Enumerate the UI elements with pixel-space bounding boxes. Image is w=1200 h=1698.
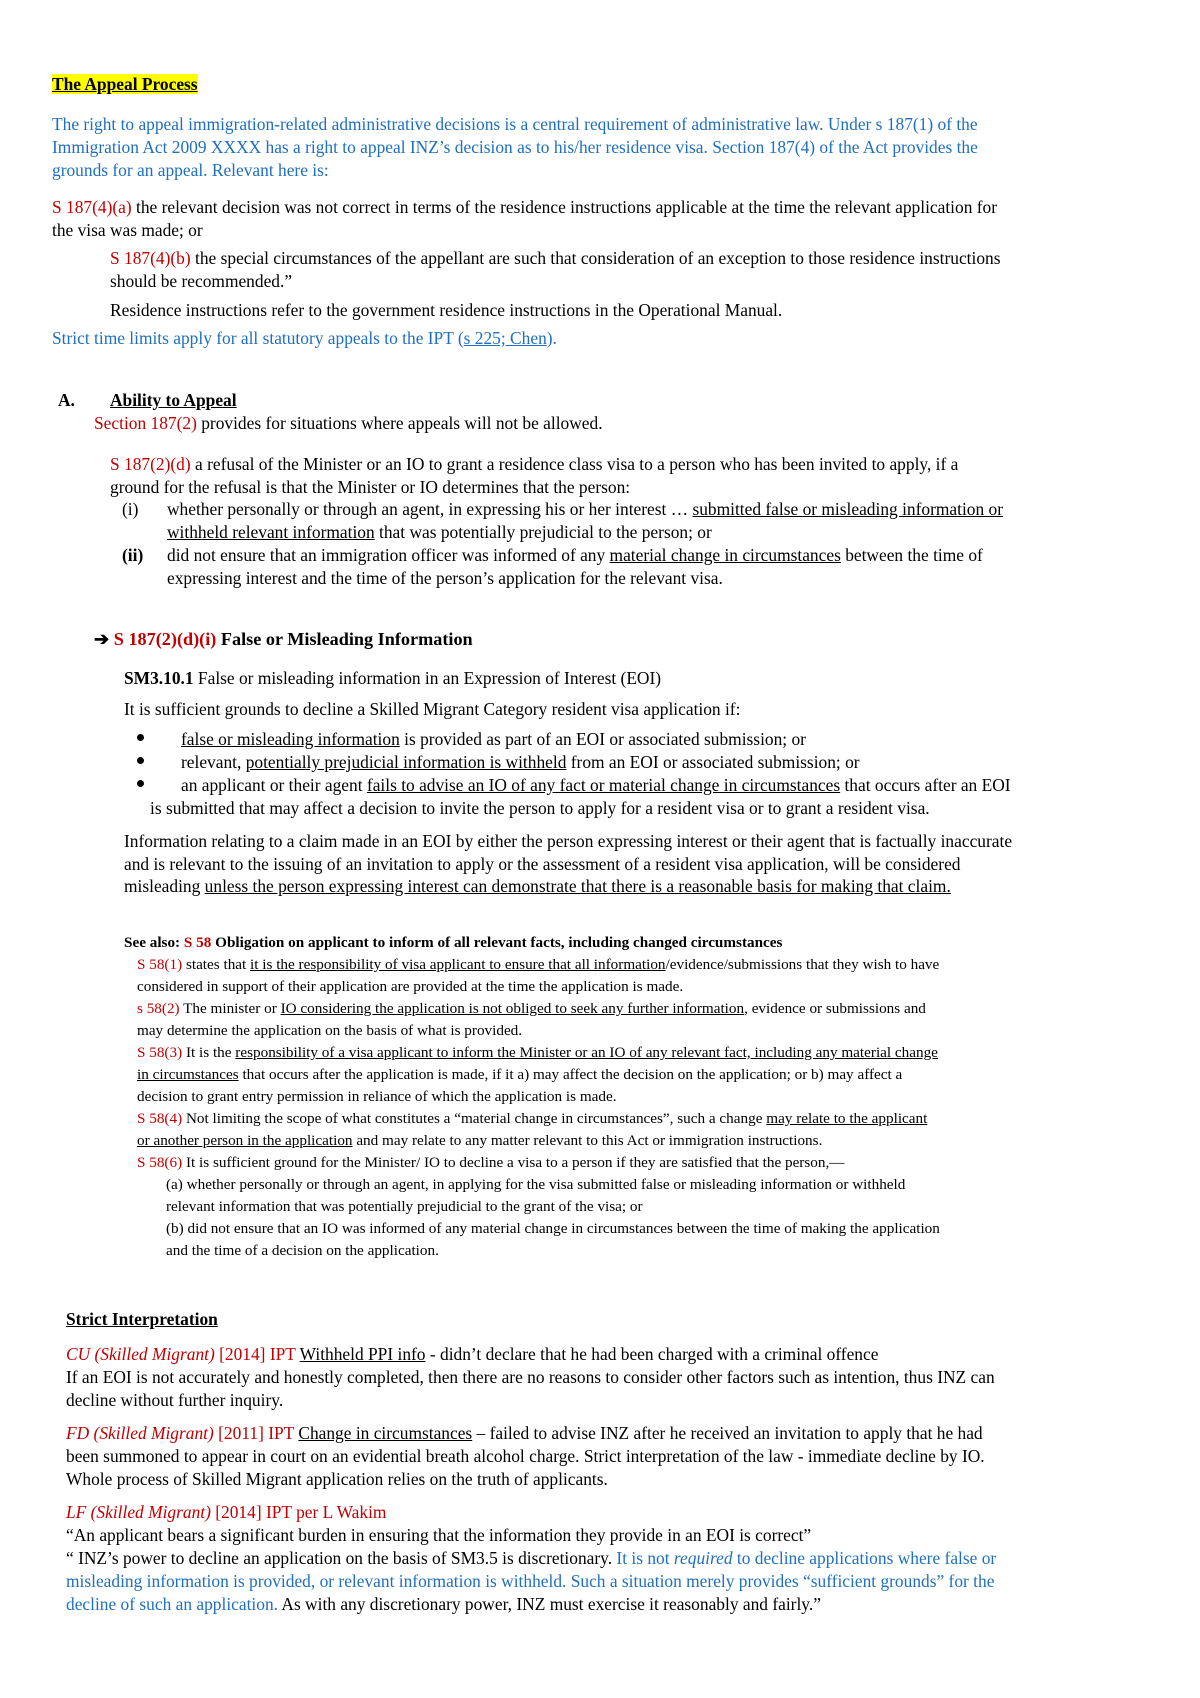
s187-2: Section 187(2) provides for situations where appeals will not be allowed. <box>94 413 603 433</box>
page-title: The Appeal Process <box>52 74 198 94</box>
s58-4: S 58(4) Not limiting the scope of what constitutes a “material change in circumstances”, such a change may relate to the applicant <box>137 1110 928 1127</box>
misleading-para-1: Information relating to a claim made in an EOI by either the person expressing interest or their agent that is factually inaccurate <box>124 831 1013 851</box>
item-ii: did not ensure that an immigration officer was informed of any material change in circumstances between the time of <box>167 545 983 565</box>
bullet-item-3: an applicant or their agent fails to advise an IO of any fact or material change in circumstances that occurs after an EOI <box>181 775 1011 795</box>
s187-4b-cont: should be recommended.” <box>110 271 293 291</box>
case-lf-quote-4: decline of such an application. As with any discretionary power, INZ must exercise it reasonably and fairly.” <box>66 1594 821 1614</box>
s58-6-a-cont: relevant information that was potentially prejudicial to the grant of the visa; or <box>166 1198 643 1215</box>
strict-heading: Strict Interpretation <box>66 1309 218 1329</box>
s58-2-cont: may determine the application on the basis of what is provided. <box>137 1022 523 1039</box>
arrow-right-icon: ➔ <box>94 629 110 649</box>
case-lf-quote-1: “An applicant bears a significant burden in ensuring that the information they provide in an EOI is correct” <box>66 1525 812 1545</box>
bullet-item-1: false or misleading information is provided as part of an EOI or associated submission; or <box>181 729 806 749</box>
section-a-heading: A. Ability to Appeal <box>58 390 237 410</box>
s187-4a-cont: the visa was made; or <box>52 220 203 240</box>
s58-4-cont: or another person in the application and may relate to any matter relevant to this Act or immigration instructions. <box>137 1132 823 1149</box>
bullet-icon <box>137 757 144 764</box>
s187-2d-cont: ground for the refusal is that the Minister or IO determines that the person: <box>110 477 631 497</box>
case-lf-quote-2: “ INZ’s power to decline an application on the basis of SM3.5 is discretionary. It is not required to decline applications where false or <box>66 1548 997 1568</box>
bullet-item-2: relevant, potentially prejudicial information is withheld from an EOI or associated submission; or <box>181 752 860 772</box>
case-lf-quote-3: misleading information is provided, or relevant information is withheld. Such a situation merely provides “sufficient grounds” for the <box>66 1571 995 1591</box>
time-limits: Strict time limits apply for all statutory appeals to the IPT (s 225; Chen). <box>52 328 557 348</box>
bullet-icon <box>137 780 144 787</box>
case-fd: FD (Skilled Migrant) [2011] IPT Change in circumstances – failed to advise INZ after he received an invitation to apply that he had <box>66 1423 983 1443</box>
case-cu: CU (Skilled Migrant) [2014] IPT Withheld PPI info - didn’t declare that he had been charged with a criminal offence <box>66 1344 879 1364</box>
item-i: whether personally or through an agent, in expressing his or her interest … submitted false or misleading information or <box>167 499 1004 519</box>
false-info-lead: It is sufficient grounds to decline a Skilled Migrant Category resident visa application if: <box>124 699 741 719</box>
item-ii-cont: expressing interest and the time of the person’s application for the relevant visa. <box>167 568 723 588</box>
s187-4b: S 187(4)(b) the special circumstances of the appellant are such that consideration of an exception to those residence instructions <box>110 248 1001 268</box>
s187-4a: S 187(4)(a) the relevant decision was not correct in terms of the residence instructions applicable at the time the relevant application for <box>52 197 998 217</box>
intro-line-2: Immigration Act 2009 XXXX has a right to appeal INZ’s decision as to his/her residence visa. Section 187(4) of the Act provides the <box>52 137 978 157</box>
s58-1-cont: considered in support of their application are provided at the time the application is made. <box>137 978 684 995</box>
s58-6-b: (b) did not ensure that an IO was informed of any material change in circumstances between the time of making the application <box>166 1220 940 1237</box>
intro-line-1: The right to appeal immigration-related administrative decisions is a central requirement of administrative law. Under s 187(1) of the <box>52 114 978 134</box>
citation-link[interactable]: s 225; Chen <box>463 328 547 348</box>
s58-3: S 58(3) It is the responsibility of a visa applicant to inform the Minister or an IO of any relevant fact, including any material change <box>137 1044 938 1061</box>
case-cu-para-1: If an EOI is not accurately and honestly completed, then there are no reasons to consider other factors such as intention, thus INZ can <box>66 1367 995 1387</box>
bullet-item-3-cont: is submitted that may affect a decision to invite the person to apply for a resident visa or to grant a resident visa. <box>150 798 930 818</box>
intro-line-3: grounds for an appeal. Relevant here is: <box>52 160 329 180</box>
case-lf: LF (Skilled Migrant) [2014] IPT per L Wakim <box>66 1502 387 1522</box>
case-cu-para-2: decline without further inquiry. <box>66 1390 284 1410</box>
false-info-heading: ➔ S 187(2)(d)(i) False or Misleading Information <box>94 629 473 649</box>
section-ref: S 187(4)(b) <box>110 248 191 268</box>
item-i-cont: withheld relevant information that was potentially prejudicial to the person; or <box>167 522 712 542</box>
misleading-para-2: and is relevant to the issuing of an invitation to apply or the assessment of a resident visa application, will be considered <box>124 854 961 874</box>
sm3-10-1: SM3.10.1 False or misleading information in an Expression of Interest (EOI) <box>124 668 662 688</box>
see-also-heading: See also: S 58 Obligation on applicant to inform of all relevant facts, including changed circumstances <box>124 934 783 951</box>
case-fd-para-2: Whole process of Skilled Migrant application relies on the truth of applicants. <box>66 1469 608 1489</box>
s58-6-b-cont: and the time of a decision on the application. <box>166 1242 439 1259</box>
s58-6: S 58(6) It is sufficient ground for the Minister/ IO to decline a visa to a person if they are satisfied that the person,— <box>137 1154 845 1171</box>
residence-note: Residence instructions refer to the government residence instructions in the Operational Manual. <box>110 300 783 320</box>
s58-6-a: (a) whether personally or through an agent, in applying for the visa submitted false or misleading information or withheld <box>166 1176 906 1193</box>
s58-3-cont-2: decision to grant entry permission in reliance of which the application is made. <box>137 1088 617 1105</box>
s58-1: S 58(1) states that it is the responsibility of visa applicant to ensure that all information/evidence/submissions that they wish to have <box>137 956 940 973</box>
s58-3-cont: in circumstances that occurs after the application is made, if it a) may affect the decision on the application; or b) may affect a <box>137 1066 903 1083</box>
s187-2d: S 187(2)(d) a refusal of the Minister or an IO to grant a residence class visa to a person who has been invited to apply, if a <box>110 454 959 474</box>
item-ii-num: (ii) <box>122 545 144 565</box>
s58-2: s 58(2) The minister or IO considering the application is not obliged to seek any further information, evidence or submissions and <box>137 1000 926 1017</box>
misleading-para-3: misleading unless the person expressing interest can demonstrate that there is a reasonable basis for making that claim. <box>124 876 951 896</box>
section-ref: S 187(4)(a) <box>52 197 132 217</box>
case-fd-para-1: been summoned to appear in court on an evidential breath alcohol charge. Strict interpretation of the law - immediate decline by IO. <box>66 1446 985 1466</box>
item-i-num: (i) <box>122 499 139 519</box>
bullet-icon <box>137 734 144 741</box>
